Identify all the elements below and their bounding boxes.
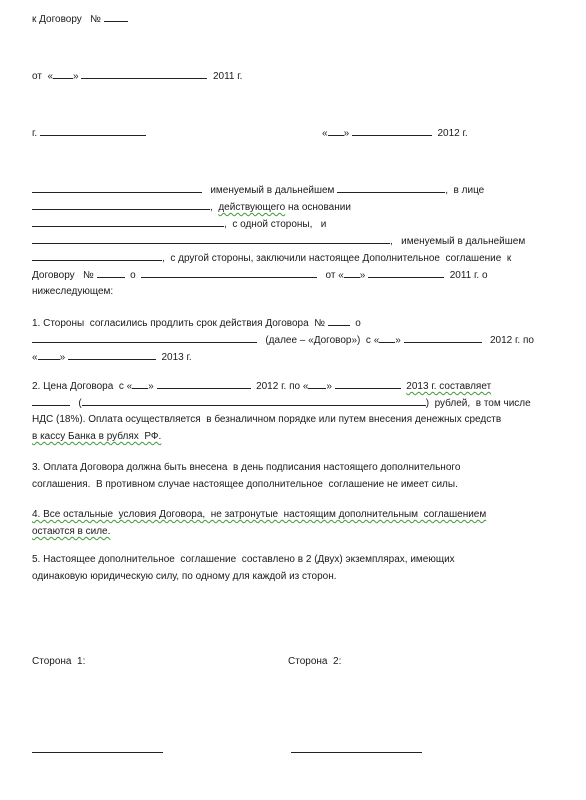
blank-field[interactable]	[368, 268, 444, 278]
blank-field[interactable]	[32, 333, 257, 343]
blank-field[interactable]	[32, 217, 224, 227]
blank-field[interactable]	[104, 12, 128, 22]
clause3-line-2: соглашения. В противном случае настоящее дополнительное соглашение не имеет силы.	[32, 479, 458, 490]
signature-label-side-1: Сторона 1:	[32, 656, 86, 667]
blank-field[interactable]	[328, 126, 344, 136]
clause1-line-3: « » 2013 г.	[32, 352, 192, 363]
blank-field[interactable]	[32, 200, 210, 210]
blank-field[interactable]	[157, 379, 251, 389]
clause2-line-4: в кассу Банка в рублях РФ.	[32, 431, 162, 442]
clause3-line-1: 3. Оплата Договора должна быть внесена в день подписания настоящего дополнительного	[32, 462, 461, 473]
contract-reference-line: к Договору №	[32, 12, 128, 26]
blank-field[interactable]	[379, 333, 395, 343]
parties-line-6: Договору № о от « » 2011 г. о	[32, 270, 488, 281]
parties-line-7: нижеследующем:	[32, 286, 114, 297]
blank-field[interactable]	[344, 268, 360, 278]
blank-field[interactable]	[38, 350, 60, 360]
clause5-line-2: одинаковую юридическую силу, по одному для каждой из сторон.	[32, 571, 337, 582]
parties-line-2: , действующего на основании	[32, 200, 351, 214]
clause2-line-1: 2. Цена Договора с « » 2012 г. по « » 2013 г. составляет	[32, 381, 492, 392]
blank-field[interactable]	[328, 316, 350, 326]
clause2-line-2: ( ) рублей, в том числе	[32, 396, 531, 410]
parties-line-4: , именуемый в дальнейшем	[32, 234, 525, 248]
blank-field[interactable]	[32, 183, 202, 193]
clause1-line-2: (далее – «Договор») с « » 2012 г. по	[32, 333, 534, 347]
blank-field[interactable]	[352, 126, 432, 136]
blank-field[interactable]	[53, 69, 73, 79]
blank-field[interactable]	[404, 333, 482, 343]
blank-field[interactable]	[141, 268, 317, 278]
clause4-line-2: остаются в силе.	[32, 526, 111, 537]
clause1-line-1: 1. Стороны согласились продлить срок действия Договора № о	[32, 318, 361, 329]
parties-line-3: , с одной стороны, и	[32, 217, 326, 231]
blank-field[interactable]	[335, 379, 401, 389]
blank-field[interactable]	[68, 350, 156, 360]
city-line: г.	[32, 126, 146, 140]
signature-label-side-2: Сторона 2:	[288, 656, 342, 667]
parties-line-1: именуемый в дальнейшем , в лице	[32, 183, 484, 197]
blank-field[interactable]	[308, 379, 326, 389]
clause2-line-3: НДС (18%). Оплата осуществляется в безналичном порядке или путем внесения денежных средств	[32, 414, 502, 425]
contract-date-line: от « » 2011 г.	[32, 71, 243, 82]
blank-field[interactable]	[32, 251, 162, 261]
blank-field[interactable]	[97, 268, 125, 278]
agreement-date-line: « » 2012 г.	[322, 128, 468, 139]
parties-line-5: , с другой стороны, заключили настоящее Дополнительное соглашение к	[32, 251, 511, 265]
signature-line-side-1[interactable]	[32, 752, 163, 753]
blank-field[interactable]	[32, 396, 70, 406]
blank-field[interactable]	[40, 126, 146, 136]
blank-field[interactable]	[32, 234, 390, 244]
clause4-line-1: 4. Все остальные условия Договора, не затронутые настоящим дополнительным соглашением	[32, 509, 487, 520]
blank-field[interactable]	[81, 69, 207, 79]
blank-field[interactable]	[337, 183, 445, 193]
clause5-line-1: 5. Настоящее дополнительное соглашение составлено в 2 (Двух) экземплярах, имеющих	[32, 554, 455, 565]
blank-field[interactable]	[82, 396, 426, 406]
signature-line-side-2[interactable]	[291, 752, 422, 753]
blank-field[interactable]	[132, 379, 148, 389]
